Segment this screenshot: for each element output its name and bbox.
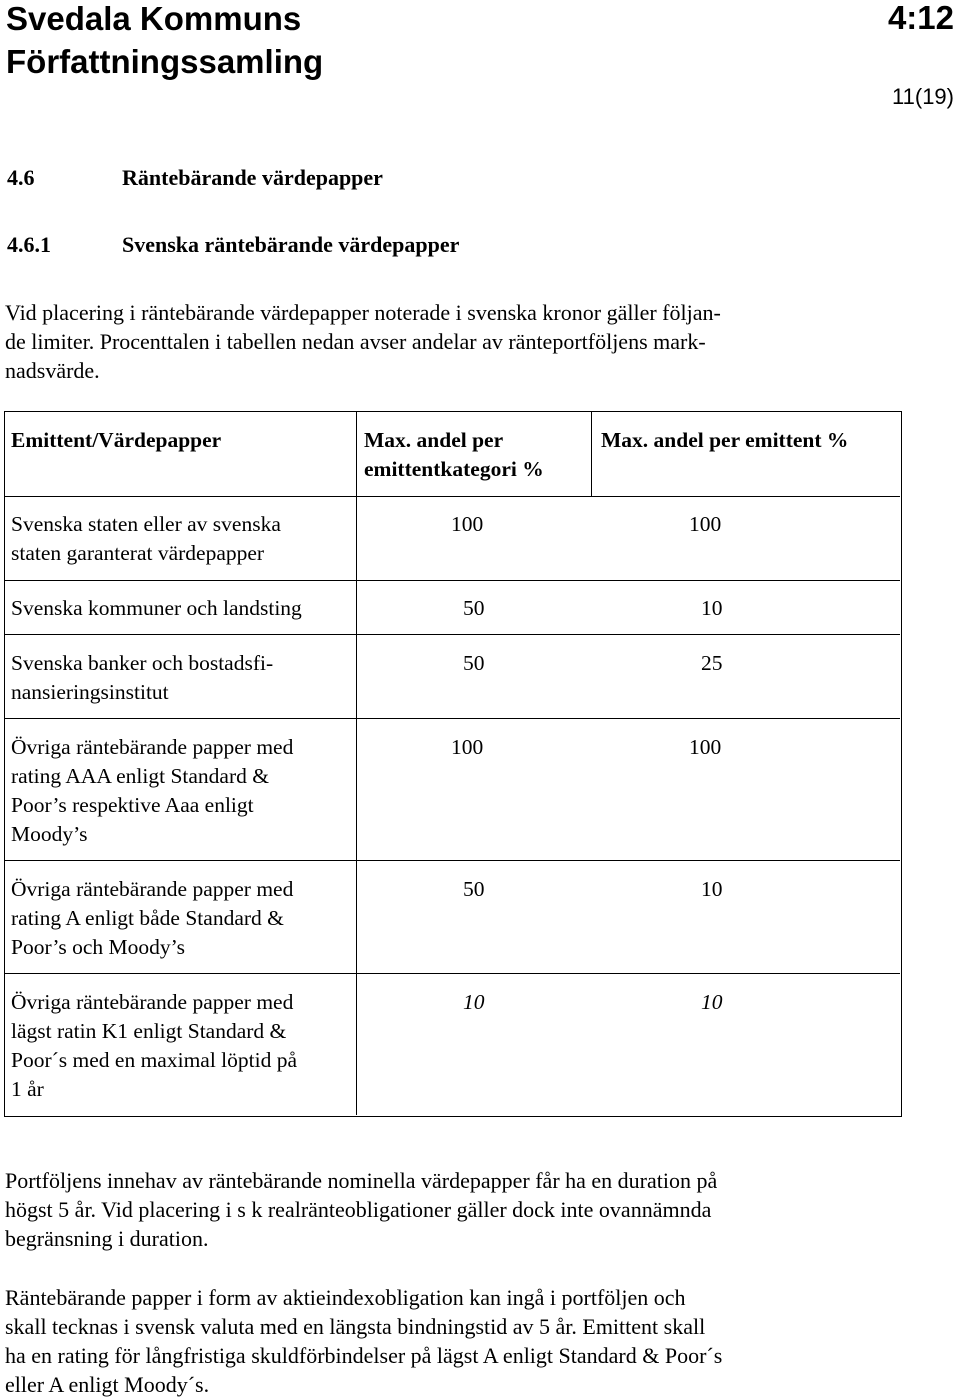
- header-title-line2: Författningssamling: [6, 43, 324, 80]
- table-row-label-line: Svenska kommuner och landsting: [11, 596, 302, 620]
- paragraph-line: begränsning i duration.: [5, 1226, 209, 1251]
- table-cell-emittent-max: 100: [689, 735, 722, 759]
- section-title: Räntebärande värdepapper: [122, 165, 383, 190]
- table-row-label-line: lägst ratin K1 enligt Standard &: [11, 1019, 287, 1043]
- table-row-label: [11, 988, 297, 1104]
- table-row-label-line: Poor’s och Moody’s: [11, 935, 186, 959]
- table-row-divider: [5, 634, 900, 635]
- table-cell-emittent-max: 25: [701, 651, 723, 675]
- subsection-number: 4.6.1: [7, 232, 51, 257]
- table-col-divider: [356, 412, 357, 1115]
- table-row-label-line: Övriga räntebärande papper med: [11, 877, 294, 901]
- subsection-title: Svenska räntebärande värdepapper: [122, 232, 460, 257]
- table-cell-category-max: 50: [463, 651, 485, 675]
- intro-line: nadsvärde.: [5, 358, 100, 383]
- table-row-label: [11, 733, 293, 849]
- table-cell-emittent-max: 10: [701, 877, 723, 901]
- table-row-label: [11, 649, 273, 707]
- table-row-label-line: Poor’s respektive Aaa enligt: [11, 793, 254, 817]
- table-row-label-line: Svenska banker och bostadsfi-: [11, 651, 274, 675]
- section-number: 4.6: [7, 165, 35, 190]
- table-header-category-line1: Max. andel per: [364, 428, 504, 452]
- page-number: 11(19): [892, 84, 954, 109]
- table-row-label: [11, 875, 293, 962]
- table-row-label: [11, 510, 281, 568]
- paragraph-line: ha en rating för långfristiga skuldförbindelser på lägst A enligt Standard & Poor´s: [5, 1343, 723, 1368]
- table-row-label-line: Svenska staten eller av svenska: [11, 512, 281, 536]
- table-col-divider: [591, 412, 592, 496]
- header-title-line1: Svedala Kommuns: [6, 0, 302, 37]
- paragraph-line: Portföljens innehav av räntebärande nominella värdepapper får ha en duration på: [5, 1168, 718, 1193]
- table-cell-category-max: 10: [463, 990, 485, 1014]
- paragraph-line: Räntebärande papper i form av aktieindexobligation kan ingå i portföljen och: [5, 1285, 686, 1310]
- table-header-category-line2: emittentkategori %: [364, 457, 544, 481]
- table-row-label: [11, 594, 302, 623]
- paragraph-line: eller A enligt Moody´s.: [5, 1372, 210, 1397]
- table-row-label-line: Moody’s: [11, 822, 88, 846]
- table-row-label-line: staten garanterat värdepapper: [11, 541, 265, 565]
- table-row-label-line: rating AAA enligt Standard &: [11, 764, 269, 788]
- table-cell-emittent-max: 10: [701, 596, 723, 620]
- table-row-label-line: Poor´s med en maximal löptid på: [11, 1048, 298, 1072]
- table-cell-category-max: 50: [463, 877, 485, 901]
- doc-number: 4:12: [887, 0, 954, 36]
- table-header-per-emittent: Max. andel per emittent %: [601, 428, 849, 452]
- duration-paragraph: [5, 1166, 827, 1253]
- table-row-label-line: Övriga räntebärande papper med: [11, 990, 294, 1014]
- paragraph-line: högst 5 år. Vid placering i s k realränteobligationer gäller dock inte ovannämnda: [5, 1197, 712, 1222]
- table-row-divider: [5, 973, 900, 974]
- table-cell-emittent-max: 10: [701, 990, 723, 1014]
- intro-line: Vid placering i räntebärande värdepapper noterade i svenska kronor gäller följan-: [5, 300, 721, 325]
- table-row-divider: [5, 718, 900, 719]
- intro-paragraph: [5, 298, 835, 385]
- table-header-emittent: Emittent/Värdepapper: [11, 428, 222, 452]
- table-cell-category-max: 100: [451, 735, 484, 759]
- paragraph-line: skall tecknas i svensk valuta med en längsta bindningstid av 5 år. Emittent skall: [5, 1314, 706, 1339]
- intro-line: de limiter. Procenttalen i tabellen nedan avser andelar av ränteportföljens mark-: [5, 329, 706, 354]
- table-row-label-line: rating A enligt både Standard &: [11, 906, 284, 930]
- table-row-divider: [5, 496, 900, 497]
- table-cell-category-max: 100: [451, 512, 484, 536]
- table-row-divider: [5, 580, 900, 581]
- table-row-label-line: 1 år: [11, 1077, 44, 1101]
- table-row-divider: [5, 860, 900, 861]
- table-cell-category-max: 50: [463, 596, 485, 620]
- table-row-label-line: Övriga räntebärande papper med: [11, 735, 294, 759]
- table-row-label-line: nansieringsinstitut: [11, 680, 169, 704]
- table-cell-emittent-max: 100: [689, 512, 722, 536]
- index-bond-paragraph: [5, 1283, 827, 1399]
